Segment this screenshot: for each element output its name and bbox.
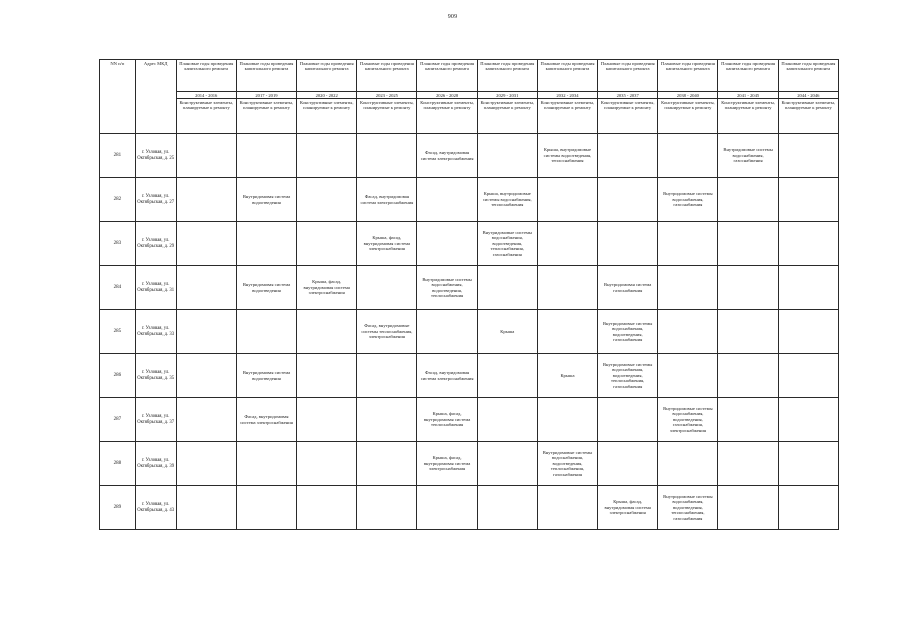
- period-header-elements: Конструктивные элементы, планируемые к ремонту: [658, 99, 718, 134]
- repair-schedule-table: [99, 59, 839, 530]
- work-cell: [778, 310, 838, 354]
- row-number: 289: [100, 486, 136, 530]
- work-cell: Фасад, внутридомовая система электроснабжения: [357, 178, 417, 222]
- period-header-title: Плановые годы проведения капитального ремонта: [537, 60, 597, 92]
- work-cell: [778, 486, 838, 530]
- work-cell: [176, 222, 236, 266]
- work-cell: Крыша: [477, 310, 537, 354]
- work-cell: [718, 398, 778, 442]
- period-header-elements: Конструктивные элементы, планируемые к ремонту: [778, 99, 838, 134]
- work-cell: Внутридомовые системы водоснабжения, водоотведения, газоснабжения: [598, 310, 658, 354]
- work-cell: Внутридомовые системы водоснабжения, водоотведения, теплоснабжения: [417, 266, 477, 310]
- row-address: г. Узловая, ул. Октябрьская, д. 33: [135, 310, 176, 354]
- work-cell: [718, 310, 778, 354]
- work-cell: [477, 134, 537, 178]
- work-cell: [658, 442, 718, 486]
- table-row: [100, 222, 839, 266]
- work-cell: Крыша, внутридомовые системы водоотведения, теплоснабжения: [537, 134, 597, 178]
- work-cell: [417, 310, 477, 354]
- row-number: 281: [100, 134, 136, 178]
- work-cell: [778, 266, 838, 310]
- row-address: г. Узловая, ул. Октябрьская, д. 39: [135, 442, 176, 486]
- work-cell: Внутридомовая система водоотведения: [236, 354, 296, 398]
- work-cell: [236, 486, 296, 530]
- row-address: г. Узловая, ул. Октябрьская, д. 29: [135, 222, 176, 266]
- period-header-elements: Конструктивные элементы, планируемые к ремонту: [357, 99, 417, 134]
- work-cell: [176, 310, 236, 354]
- period-header-title: Плановые годы проведения капитального ремонта: [718, 60, 778, 92]
- period-header-title: Плановые годы проведения капитального ремонта: [778, 60, 838, 92]
- table-row: [100, 486, 839, 530]
- work-cell: [718, 354, 778, 398]
- work-cell: Фасад, внутридомовая система электроснабжения: [236, 398, 296, 442]
- work-cell: Крыша, фасад, внутридомовая система теплоснабжения: [417, 398, 477, 442]
- row-address: г. Узловая, ул. Октябрьская, д. 27: [135, 178, 176, 222]
- period-header-title: Плановые годы проведения капитального ремонта: [598, 60, 658, 92]
- work-cell: Крыша, фасад, внутридомовая система электроснабжения: [297, 266, 357, 310]
- period-header-years: 2044 - 2046: [778, 92, 838, 99]
- table-row: [100, 354, 839, 398]
- table-row: [100, 310, 839, 354]
- work-cell: Фасад, внутридомовые системы теплоснабжения, электроснабжения: [357, 310, 417, 354]
- work-cell: Крыша: [537, 354, 597, 398]
- period-header-years: 2038 - 2040: [658, 92, 718, 99]
- work-cell: Внутридомовые системы водоснабжения, водоотведения, теплоснабжения, газоснабжения: [658, 486, 718, 530]
- work-cell: [417, 486, 477, 530]
- work-cell: [778, 354, 838, 398]
- row-address: г. Узловая, ул. Октябрьская, д. 43: [135, 486, 176, 530]
- work-cell: Крыша, внутридомовые системы водоснабжения, теплоснабжения: [477, 178, 537, 222]
- work-cell: [778, 178, 838, 222]
- work-cell: [598, 222, 658, 266]
- work-cell: [297, 178, 357, 222]
- work-cell: [778, 222, 838, 266]
- work-cell: [598, 398, 658, 442]
- work-cell: [778, 134, 838, 178]
- repair-schedule-sheet: [99, 59, 839, 530]
- work-cell: [176, 354, 236, 398]
- row-number: 284: [100, 266, 136, 310]
- work-cell: [658, 266, 718, 310]
- work-cell: Внутридомовые системы водоснабжения, водоотведения, теплоснабжения, газоснабжения: [477, 222, 537, 266]
- period-header-years: 2032 - 2034: [537, 92, 597, 99]
- period-header-years: 2017 - 2019: [236, 92, 296, 99]
- work-cell: Крыша, фасад, внутридомовая система электроснабжения: [357, 222, 417, 266]
- period-header-elements: Конструктивные элементы, планируемые к ремонту: [718, 99, 778, 134]
- period-header-elements: Конструктивные элементы, планируемые к ремонту: [236, 99, 296, 134]
- work-cell: [477, 398, 537, 442]
- work-cell: [537, 486, 597, 530]
- work-cell: [236, 442, 296, 486]
- work-cell: [297, 486, 357, 530]
- work-cell: [176, 398, 236, 442]
- work-cell: [778, 442, 838, 486]
- period-header-years: 2035 - 2037: [598, 92, 658, 99]
- period-header-title: Плановые годы проведения капитального ремонта: [658, 60, 718, 92]
- table-row: [100, 442, 839, 486]
- work-cell: Внутридомовые системы водоснабжения, водоотведения, газоснабжения, электроснабжения: [658, 398, 718, 442]
- work-cell: [297, 442, 357, 486]
- work-cell: [537, 266, 597, 310]
- row-address: г. Узловая, ул. Октябрьская, д. 25: [135, 134, 176, 178]
- page-number: 909: [447, 14, 458, 20]
- work-cell: [176, 266, 236, 310]
- work-cell: [477, 486, 537, 530]
- work-cell: [778, 398, 838, 442]
- table-row: [100, 178, 839, 222]
- work-cell: [176, 134, 236, 178]
- row-number: 287: [100, 398, 136, 442]
- work-cell: [537, 222, 597, 266]
- column-header-address: Адрес МКД: [135, 60, 176, 134]
- table-row: [100, 398, 839, 442]
- work-cell: Внутридомовые системы водоснабжения, водоотведения, теплоснабжения, газоснабжения: [537, 442, 597, 486]
- work-cell: [176, 442, 236, 486]
- work-cell: [598, 178, 658, 222]
- period-header-title: Плановые годы проведения капитального ремонта: [176, 60, 236, 92]
- work-cell: [718, 486, 778, 530]
- row-number: 286: [100, 354, 136, 398]
- period-header-elements: Конструктивные элементы, планируемые к ремонту: [417, 99, 477, 134]
- row-number: 288: [100, 442, 136, 486]
- work-cell: [357, 354, 417, 398]
- work-cell: [537, 310, 597, 354]
- work-cell: [537, 178, 597, 222]
- period-header-years: 2041 - 2045: [718, 92, 778, 99]
- work-cell: [658, 310, 718, 354]
- table-row: [100, 134, 839, 178]
- work-cell: Внутридомовая система газоснабжения: [598, 266, 658, 310]
- work-cell: [658, 354, 718, 398]
- work-cell: [718, 442, 778, 486]
- period-header-years: 2023 - 2025: [357, 92, 417, 99]
- work-cell: [477, 442, 537, 486]
- period-header-title: Плановые годы проведения капитального ремонта: [477, 60, 537, 92]
- row-number: 282: [100, 178, 136, 222]
- work-cell: [236, 134, 296, 178]
- work-cell: [297, 398, 357, 442]
- work-cell: [297, 222, 357, 266]
- work-cell: [236, 222, 296, 266]
- work-cell: Фасад, внутридомовая система электроснабжения: [417, 134, 477, 178]
- work-cell: Крыша, фасад, внутридомовая система электроснабжения: [598, 486, 658, 530]
- period-header-years: 2014 - 2016: [176, 92, 236, 99]
- period-header-years: 2029 - 2031: [477, 92, 537, 99]
- work-cell: [417, 178, 477, 222]
- period-header-years: 2020 - 2022: [297, 92, 357, 99]
- work-cell: [297, 310, 357, 354]
- period-header-elements: Конструктивные элементы, планируемые к ремонту: [176, 99, 236, 134]
- row-number: 285: [100, 310, 136, 354]
- work-cell: [537, 398, 597, 442]
- period-header-elements: Конструктивные элементы, планируемые к ремонту: [297, 99, 357, 134]
- work-cell: [658, 222, 718, 266]
- work-cell: [297, 354, 357, 398]
- period-header-elements: Конструктивные элементы, планируемые к ремонту: [537, 99, 597, 134]
- period-header-title: Плановые годы проведения капитального ремонта: [297, 60, 357, 92]
- column-header-number: NN п/п: [100, 60, 136, 134]
- work-cell: [658, 134, 718, 178]
- period-header-title: Плановые годы проведения капитального ремонта: [357, 60, 417, 92]
- work-cell: [357, 398, 417, 442]
- table-row: [100, 266, 839, 310]
- work-cell: [357, 134, 417, 178]
- period-header-elements: Конструктивные элементы, планируемые к ремонту: [598, 99, 658, 134]
- work-cell: [477, 266, 537, 310]
- work-cell: [357, 486, 417, 530]
- period-header-title: Плановые годы проведения капитального ремонта: [417, 60, 477, 92]
- work-cell: [357, 266, 417, 310]
- work-cell: [417, 222, 477, 266]
- work-cell: Внутридомовая система водоотведения: [236, 178, 296, 222]
- work-cell: [176, 178, 236, 222]
- work-cell: [718, 266, 778, 310]
- work-cell: [176, 486, 236, 530]
- work-cell: [236, 310, 296, 354]
- row-address: г. Узловая, ул. Октябрьская, д. 31: [135, 266, 176, 310]
- period-header-years: 2026 - 2028: [417, 92, 477, 99]
- period-header-title: Плановые годы проведения капитального ремонта: [236, 60, 296, 92]
- row-address: г. Узловая, ул. Октябрьская, д. 37: [135, 398, 176, 442]
- work-cell: [357, 442, 417, 486]
- work-cell: Внутридомовые системы водоснабжения, газоснабжения: [658, 178, 718, 222]
- work-cell: Фасад, внутридомовая система электроснабжения: [417, 354, 477, 398]
- row-address: г. Узловая, ул. Октябрьская, д. 35: [135, 354, 176, 398]
- work-cell: Внутридомовая система водоотведения: [236, 266, 296, 310]
- work-cell: Внутридомовые системы водоснабжения, водоотведения, теплоснабжения, газоснабжения: [598, 354, 658, 398]
- row-number: 283: [100, 222, 136, 266]
- work-cell: Крыша, фасад, внутридомовая система электроснабжения: [417, 442, 477, 486]
- period-header-elements: Конструктивные элементы, планируемые к ремонту: [477, 99, 537, 134]
- work-cell: [718, 178, 778, 222]
- work-cell: Внутридомовые системы водоснабжения, газоснабжения: [718, 134, 778, 178]
- work-cell: [718, 222, 778, 266]
- work-cell: [598, 442, 658, 486]
- work-cell: [598, 134, 658, 178]
- work-cell: [297, 134, 357, 178]
- work-cell: [477, 354, 537, 398]
